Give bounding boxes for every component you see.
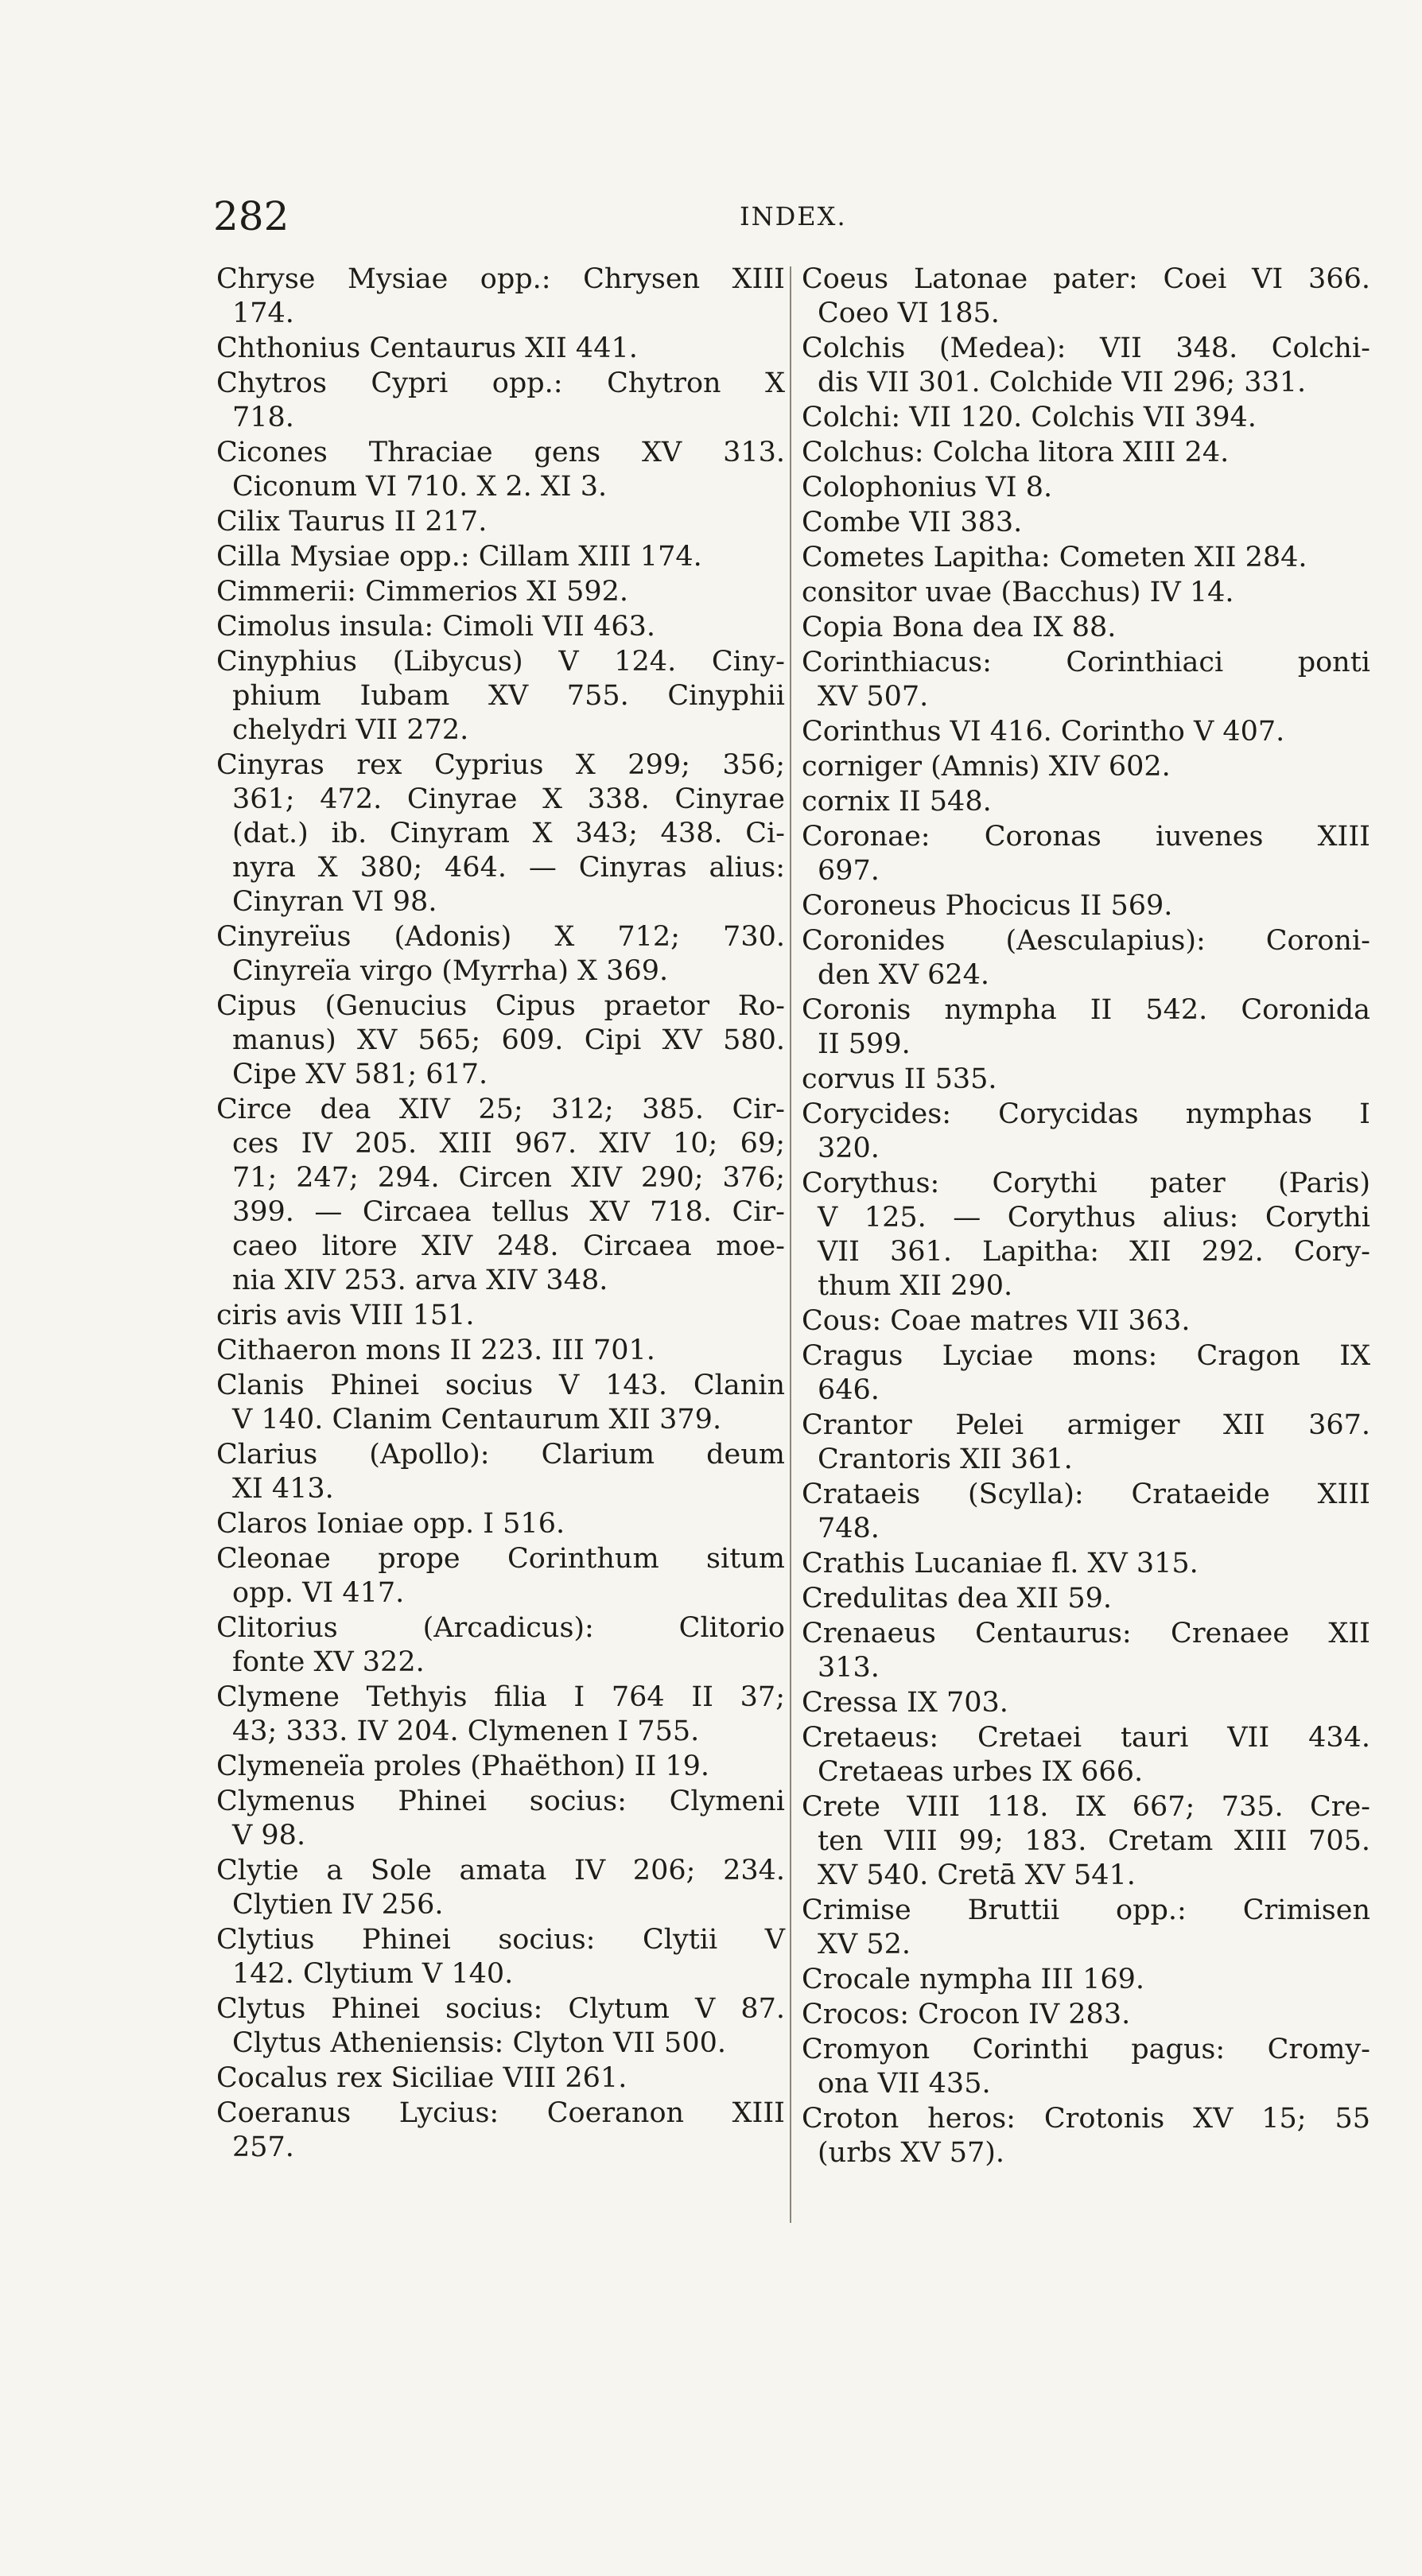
entry-headline: Chryse Mysiae opp.: Chrysen XIII bbox=[216, 263, 785, 295]
entry-continuation: XV 52. bbox=[818, 1929, 911, 1960]
entry-headline: Cilix Taurus II 217. bbox=[216, 506, 488, 538]
entry-continuation: 174. bbox=[232, 297, 294, 329]
index-entry bbox=[216, 367, 785, 435]
entry-headline: Cilla Mysiae opp.: Cillam XIII 174. bbox=[216, 541, 702, 573]
entry-headline: Cressa IX 703. bbox=[802, 1687, 1008, 1719]
index-entry bbox=[802, 471, 1370, 505]
running-head: INDEX. bbox=[740, 201, 847, 231]
index-entry bbox=[216, 1369, 785, 1437]
index-entry bbox=[216, 1542, 785, 1610]
entry-continuation: ces IV 205. XIII 967. XIV 10; 69; bbox=[232, 1128, 785, 1160]
index-entry bbox=[216, 1299, 785, 1333]
index-entry bbox=[802, 1998, 1370, 2032]
index-entry bbox=[802, 1721, 1370, 1789]
index-entry bbox=[216, 989, 785, 1092]
entry-continuation: 313. bbox=[818, 1652, 880, 1684]
entry-continuation: (dat.) ib. Cinyram X 343; 438. Ci- bbox=[232, 818, 785, 849]
index-entry bbox=[216, 1992, 785, 2061]
entry-continuation: ten VIII 99; 183. Cretam XIII 705. bbox=[818, 1825, 1370, 1857]
index-entry bbox=[216, 1750, 785, 1784]
index-entry bbox=[216, 748, 785, 919]
entry-headline: Clarius (Apollo): Clarium deum bbox=[216, 1439, 785, 1471]
page-number: 282 bbox=[213, 193, 289, 239]
entry-headline: Crocos: Crocon IV 283. bbox=[802, 1999, 1131, 2030]
index-entry bbox=[802, 541, 1370, 575]
entry-continuation: XV 540. Cretā XV 541. bbox=[818, 1859, 1136, 1891]
entry-continuation: manus) XV 565; 609. Cipi XV 580. bbox=[232, 1024, 785, 1056]
index-entry bbox=[216, 1785, 785, 1853]
index-entry bbox=[802, 436, 1370, 470]
index-entry bbox=[802, 889, 1370, 923]
entry-continuation: 399. — Circaea tellus XV 718. Cir- bbox=[232, 1196, 785, 1228]
index-entry bbox=[802, 1098, 1370, 1166]
entry-continuation: opp. VI 417. bbox=[232, 1577, 405, 1609]
entry-headline: Crathis Lucaniae fl. XV 315. bbox=[802, 1548, 1199, 1579]
entry-continuation: den XV 624. bbox=[818, 959, 990, 991]
index-entry bbox=[802, 332, 1370, 400]
entry-headline: Cometes Lapitha: Cometen XII 284. bbox=[802, 542, 1307, 573]
index-entry bbox=[216, 436, 785, 504]
entry-continuation: chelydri VII 272. bbox=[232, 714, 469, 746]
index-entry bbox=[802, 1408, 1370, 1477]
entry-headline: Crenaeus Centaurus: Crenaee XII bbox=[802, 1618, 1370, 1649]
entry-continuation: 748. bbox=[818, 1513, 880, 1544]
entry-headline: Colchus: Colcha litora XIII 24. bbox=[802, 437, 1230, 468]
entry-headline: Colchis (Medea): VII 348. Colchi- bbox=[802, 332, 1370, 364]
entry-continuation: phium Iubam XV 755. Cinyphii bbox=[232, 680, 785, 712]
index-entry bbox=[216, 1680, 785, 1749]
entry-headline: Corycides: Corycidas nymphas I bbox=[802, 1098, 1370, 1130]
entry-headline: Cicones Thraciae gens XV 313. bbox=[216, 437, 785, 468]
entry-headline: Crete VIII 118. IX 667; 735. Cre- bbox=[802, 1791, 1370, 1823]
entry-headline: corniger (Amnis) XIV 602. bbox=[802, 751, 1171, 783]
entry-continuation: nyra X 380; 464. — Cinyras alius: bbox=[232, 852, 785, 884]
index-entry bbox=[802, 1167, 1370, 1304]
index-entry bbox=[216, 332, 785, 366]
entry-headline: Cithaeron mons II 223. III 701. bbox=[216, 1335, 655, 1366]
entry-headline: Clytie a Sole amata IV 206; 234. bbox=[216, 1855, 785, 1886]
index-entry bbox=[216, 262, 785, 331]
entry-headline: Clytius Phinei socius: Clytii V bbox=[216, 1924, 785, 1956]
entry-headline: Clymene Tethyis filia I 764 II 37; bbox=[216, 1681, 785, 1713]
entry-continuation: (urbs XV 57). bbox=[818, 2137, 1005, 2169]
index-entry bbox=[802, 924, 1370, 993]
entry-headline: Cous: Coae matres VII 363. bbox=[802, 1305, 1191, 1337]
index-entry bbox=[216, 1334, 785, 1368]
index-entry bbox=[802, 993, 1370, 1062]
entry-continuation: 361; 472. Cinyrae X 338. Cinyrae bbox=[232, 783, 785, 815]
entry-headline: Crocale nympha III 169. bbox=[802, 1964, 1145, 1995]
entry-headline: Coeranus Lycius: Coeranon XIII bbox=[216, 2097, 785, 2129]
entry-headline: Croton heros: Crotonis XV 15; 55 bbox=[802, 2103, 1370, 2135]
entry-continuation: V 125. — Corythus alius: Corythi bbox=[818, 1202, 1370, 1234]
entry-headline: Corinthus VI 416. Corintho V 407. bbox=[802, 716, 1285, 748]
entry-headline: Colophonius VI 8. bbox=[802, 472, 1053, 503]
entry-headline: Cocalus rex Siciliae VIII 261. bbox=[216, 2062, 627, 2094]
entry-continuation: XV 507. bbox=[818, 681, 929, 713]
entry-headline: Credulitas dea XII 59. bbox=[802, 1583, 1113, 1614]
index-entry bbox=[216, 1093, 785, 1298]
entry-headline: Coroneus Phocicus II 569. bbox=[802, 890, 1173, 922]
entry-continuation: II 599. bbox=[818, 1028, 911, 1060]
entry-headline: Crataeis (Scylla): Crataeide XIII bbox=[802, 1478, 1370, 1510]
entry-headline: Corinthiacus: Corinthiaci ponti bbox=[802, 647, 1370, 678]
entry-headline: Chytros Cypri opp.: Chytron X bbox=[216, 367, 785, 399]
index-entry bbox=[216, 1611, 785, 1680]
entry-continuation: 320. bbox=[818, 1133, 880, 1164]
entry-continuation: nia XIV 253. arva XIV 348. bbox=[232, 1265, 608, 1296]
entry-continuation: V 140. Clanim Centaurum XII 379. bbox=[232, 1404, 722, 1436]
index-entry bbox=[216, 920, 785, 989]
entry-headline: cornix II 548. bbox=[802, 786, 992, 818]
entry-continuation: fonte XV 322. bbox=[232, 1646, 425, 1678]
entry-headline: Cretaeus: Cretaei tauri VII 434. bbox=[802, 1722, 1370, 1754]
index-entry bbox=[802, 1617, 1370, 1685]
entry-headline: Cimolus insula: Cimoli VII 463. bbox=[216, 611, 656, 643]
entry-headline: Cleonae prope Corinthum situm bbox=[216, 1543, 785, 1575]
entry-headline: Clitorius (Arcadicus): Clitorio bbox=[216, 1612, 785, 1644]
index-entry bbox=[802, 1894, 1370, 1962]
entry-headline: Cragus Lyciae mons: Cragon IX bbox=[802, 1340, 1370, 1372]
index-entry bbox=[802, 1339, 1370, 1408]
entry-continuation: 257. bbox=[232, 2131, 294, 2163]
entry-continuation: dis VII 301. Colchide VII 296; 331. bbox=[818, 367, 1307, 398]
index-entry bbox=[802, 2102, 1370, 2170]
index-entry bbox=[802, 1478, 1370, 1546]
index-entry bbox=[802, 1963, 1370, 1997]
index-entry bbox=[216, 1923, 785, 1991]
entry-continuation: Clytus Atheniensis: Clyton VII 500. bbox=[232, 2027, 726, 2059]
entry-headline: Clymenus Phinei socius: Clymeni bbox=[216, 1785, 785, 1817]
entry-headline: consitor uvae (Bacchus) IV 14. bbox=[802, 577, 1234, 608]
entry-continuation: V 98. bbox=[232, 1820, 306, 1851]
entry-continuation: caeo litore XIV 248. Circaea moe- bbox=[232, 1230, 785, 1262]
index-entry bbox=[802, 715, 1370, 749]
entry-headline: Crimise Bruttii opp.: Crimisen bbox=[802, 1894, 1370, 1926]
entry-headline: Combe VII 383. bbox=[802, 507, 1023, 538]
index-entry bbox=[802, 576, 1370, 610]
entry-headline: Colchi: VII 120. Colchis VII 394. bbox=[802, 402, 1257, 433]
entry-continuation: Coeo VI 185. bbox=[818, 297, 1000, 329]
index-entry bbox=[216, 1854, 785, 1922]
entry-headline: Cromyon Corinthi pagus: Cromy- bbox=[802, 2034, 1370, 2065]
entry-headline: ciris avis VIII 151. bbox=[216, 1300, 475, 1331]
left-column bbox=[216, 262, 785, 2166]
index-entry bbox=[802, 1582, 1370, 1616]
index-entry bbox=[216, 2061, 785, 2096]
entry-continuation: 142. Clytium V 140. bbox=[232, 1958, 514, 1990]
entry-continuation: thum XII 290. bbox=[818, 1270, 1013, 1302]
index-entry bbox=[216, 2096, 785, 2165]
entry-headline: Chthonius Centaurus XII 441. bbox=[216, 332, 638, 364]
entry-continuation: 43; 333. IV 204. Clymenen I 755. bbox=[232, 1715, 700, 1747]
entry-headline: Corythus: Corythi pater (Paris) bbox=[802, 1168, 1370, 1199]
index-entry bbox=[802, 2033, 1370, 2101]
index-entry bbox=[802, 646, 1370, 714]
entry-headline: Cinyras rex Cyprius X 299; 356; bbox=[216, 749, 785, 781]
entry-headline: Copia Bona dea IX 88. bbox=[802, 612, 1117, 643]
index-entry bbox=[802, 1304, 1370, 1339]
index-entry bbox=[802, 1063, 1370, 1097]
entry-continuation: ona VII 435. bbox=[818, 2068, 991, 2100]
right-column bbox=[802, 262, 1370, 2171]
index-entry bbox=[802, 785, 1370, 819]
entry-headline: corvus II 535. bbox=[802, 1063, 997, 1095]
entry-headline: Clanis Phinei socius V 143. Clanin bbox=[216, 1370, 785, 1401]
entry-headline: Circe dea XIV 25; 312; 385. Cir- bbox=[216, 1094, 785, 1125]
entry-headline: Cinyreïus (Adonis) X 712; 730. bbox=[216, 921, 785, 953]
entry-continuation: 71; 247; 294. Circen XIV 290; 376; bbox=[232, 1162, 785, 1194]
entry-continuation: Ciconum VI 710. X 2. XI 3. bbox=[232, 471, 608, 503]
entry-continuation: 697. bbox=[818, 855, 880, 887]
index-entry bbox=[802, 1547, 1370, 1581]
entry-continuation: Cipe XV 581; 617. bbox=[232, 1059, 488, 1090]
entry-headline: Coronis nympha II 542. Coronida bbox=[802, 994, 1370, 1026]
entry-headline: Cinyphius (Libycus) V 124. Ciny- bbox=[216, 646, 785, 678]
entry-headline: Coronae: Coronas iuvenes XIII bbox=[802, 821, 1370, 853]
entry-continuation: 718. bbox=[232, 402, 294, 433]
index-entry bbox=[216, 540, 785, 574]
index-entry bbox=[802, 262, 1370, 331]
entry-headline: Clymeneïa proles (Phaëthon) II 19. bbox=[216, 1750, 710, 1782]
entry-headline: Cipus (Genucius Cipus praetor Ro- bbox=[216, 990, 785, 1022]
index-entry bbox=[802, 750, 1370, 784]
entry-continuation: VII 361. Lapitha: XII 292. Cory- bbox=[818, 1236, 1370, 1268]
index-entry bbox=[802, 1790, 1370, 1893]
entry-headline: Coeus Latonae pater: Coei VI 366. bbox=[802, 263, 1370, 295]
index-entry bbox=[216, 1438, 785, 1506]
index-entry bbox=[216, 575, 785, 609]
entry-continuation: Cretaeas urbes IX 666. bbox=[818, 1756, 1144, 1788]
entry-continuation: Crantoris XII 361. bbox=[818, 1443, 1073, 1475]
index-entry bbox=[802, 401, 1370, 435]
entry-continuation: 646. bbox=[818, 1374, 880, 1406]
entry-continuation: XI 413. bbox=[232, 1473, 334, 1505]
index-entry bbox=[216, 1507, 785, 1541]
index-entry bbox=[216, 505, 785, 539]
index-entry bbox=[802, 820, 1370, 888]
entry-headline: Claros Ioniae opp. I 516. bbox=[216, 1508, 565, 1540]
index-entry bbox=[802, 611, 1370, 645]
index-entry bbox=[802, 506, 1370, 540]
entry-headline: Clytus Phinei socius: Clytum V 87. bbox=[216, 1993, 785, 2025]
column-divider bbox=[790, 266, 791, 2223]
entry-continuation: Cinyran VI 98. bbox=[232, 886, 437, 918]
index-entry bbox=[216, 610, 785, 644]
entry-continuation: Cinyreïa virgo (Myrrha) X 369. bbox=[232, 955, 669, 987]
entry-headline: Coronides (Aesculapius): Coroni- bbox=[802, 925, 1370, 957]
entry-continuation: Clytien IV 256. bbox=[232, 1889, 444, 1921]
index-entry bbox=[802, 1686, 1370, 1720]
entry-headline: Crantor Pelei armiger XII 367. bbox=[802, 1409, 1370, 1441]
entry-headline: Cimmerii: Cimmerios XI 592. bbox=[216, 576, 629, 608]
index-entry bbox=[216, 645, 785, 748]
